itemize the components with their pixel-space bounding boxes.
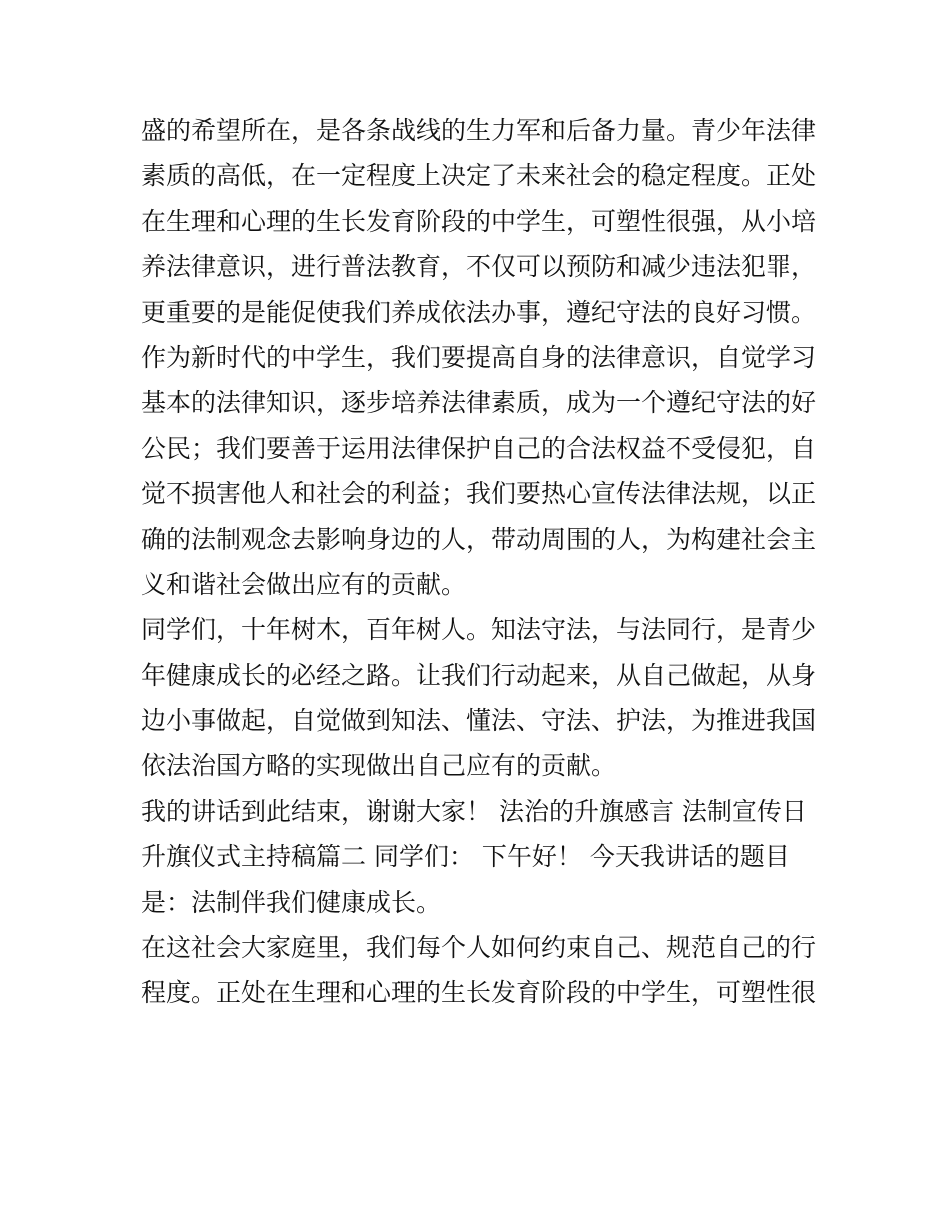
text-line: 觉不损害他人和社会的利益；我们要热心宣传法律法规，以正 (141, 479, 817, 509)
text-line: 作为新时代的中学生，我们要提高自身的法律意识，自觉学习 (141, 342, 817, 372)
text-line: 依法治国方略的实现做出自己应有的贡献。 (141, 751, 617, 781)
text-line: 在生理和心理的生长发育阶段的中学生，可塑性很强，从小培 (141, 206, 817, 236)
text-line: 同学们，十年树木，百年树人。知法守法，与法同行，是青少 (141, 615, 817, 645)
text-line: 是：法制伴我们健康成长。 (141, 887, 442, 917)
text-line: 程度。正处在生理和心理的生长发育阶段的中学生，可塑性很 (141, 978, 817, 1008)
text-line: 义和谐社会做出应有的贡献。 (141, 569, 467, 599)
text-line: 边小事做起，自觉做到知法、懂法、守法、护法，为推进我国 (141, 706, 817, 736)
text-line: 确的法制观念去影响身边的人，带动周围的人，为构建社会主 (141, 524, 817, 554)
text-line: 年健康成长的必经之路。让我们行动起来，从自己做起，从身 (141, 660, 817, 690)
text-line: 升旗仪式主持稿篇二 同学们： 下午好！ 今天我讲话的题目 (141, 842, 790, 872)
document-body-text (141, 108, 821, 1016)
text-line: 盛的希望所在，是各条战线的生力军和后备力量。青少年法律 (141, 116, 817, 145)
text-line: 更重要的是能促使我们养成依法办事，遵纪守法的良好习惯。 (141, 297, 817, 327)
text-line: 素质的高低，在一定程度上决定了未来社会的稳定程度。正处 (141, 161, 817, 191)
text-line: 我的讲话到此结束，谢谢大家！ 法治的升旗感言 法制宣传日 (141, 796, 807, 826)
text-line: 养法律意识，进行普法教育，不仅可以预防和减少违法犯罪， (141, 252, 817, 282)
text-line: 公民；我们要善于运用法律保护自己的合法权益不受侵犯，自 (141, 433, 817, 463)
text-line: 在这社会大家庭里，我们每个人如何约束自己、规范自己的行 (141, 933, 817, 963)
text-line: 基本的法律知识，逐步培养法律素质，成为一个遵纪守法的好 (141, 388, 817, 418)
